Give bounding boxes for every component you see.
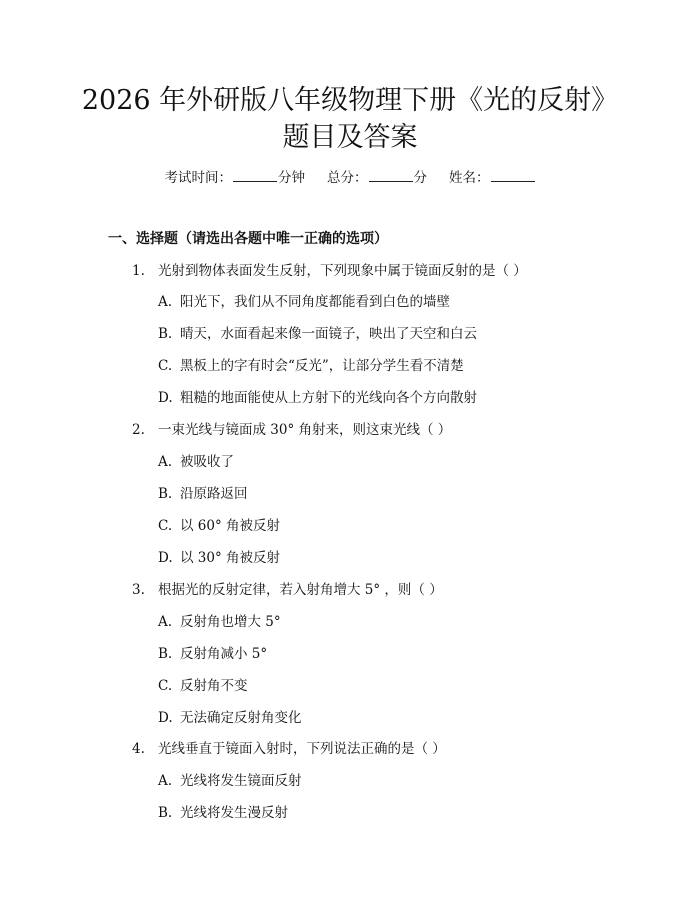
- option-letter: B.: [158, 646, 173, 662]
- option-letter: D.: [158, 390, 173, 406]
- student-name-field: [449, 168, 536, 188]
- question-3-option-b: [158, 644, 267, 664]
- total-score-field: [327, 168, 427, 188]
- option-letter: C.: [158, 358, 173, 374]
- option-letter: B.: [158, 805, 173, 821]
- option-text: 粗糙的地面能使从上方射下的光线向各个方向散射: [180, 390, 477, 406]
- question-3-option-a: [158, 612, 281, 632]
- question-1-option-d: [158, 388, 477, 408]
- option-text: 光线将发生漫反射: [180, 805, 288, 821]
- total-score-unit: 分: [413, 170, 427, 186]
- option-text: 被吸收了: [180, 454, 234, 470]
- question-2: [132, 420, 451, 440]
- exam-time-label: 考试时间：: [164, 170, 232, 186]
- question-number: 3.: [132, 582, 145, 598]
- question-1-option-a: [158, 292, 450, 312]
- option-letter: A.: [158, 614, 173, 630]
- question-text: 根据光的反射定律，若入射角增大 5° ，则（ ）: [158, 582, 443, 598]
- option-letter: A.: [158, 454, 173, 470]
- option-text: 反射角不变: [180, 678, 248, 694]
- question-2-option-b: [158, 484, 248, 504]
- option-text: 反射角也增大 5°: [180, 614, 281, 630]
- option-letter: B.: [158, 326, 173, 342]
- total-score-label: 总分：: [327, 170, 368, 186]
- exam-time-field: [165, 168, 306, 188]
- option-letter: C.: [158, 518, 173, 534]
- option-text: 光线将发生镜面反射: [180, 773, 302, 789]
- question-4-option-b: [158, 803, 288, 823]
- option-letter: A.: [158, 294, 173, 310]
- question-4: [132, 739, 446, 759]
- option-text: 以 60° 角被反射: [180, 518, 281, 534]
- page-title: 2026 年外研版八年级物理下册《光的反射》: [81, 85, 619, 116]
- exam-info-row: [0, 168, 700, 188]
- option-letter: D.: [158, 550, 173, 566]
- student-name-label: 姓名：: [449, 170, 490, 186]
- option-text: 阳光下，我们从不同角度都能看到白色的墙壁: [180, 294, 450, 310]
- option-text: 黑板上的字有时会“反光”，让部分学生看不清楚: [180, 358, 464, 374]
- option-text: 无法确定反射角变化: [180, 710, 302, 726]
- option-text: 反射角减小 5°: [180, 646, 268, 662]
- question-4-option-a: [158, 771, 302, 791]
- question-2-option-d: [158, 548, 280, 568]
- question-number: 4.: [132, 741, 145, 757]
- section-heading: 一、选择题（请选出各题中唯一正确的选项）: [108, 231, 388, 247]
- question-text: 光线垂直于镜面入射时，下列说法正确的是（ ）: [158, 741, 446, 757]
- option-text: 晴天，水面看起来像一面镜子，映出了天空和白云: [180, 326, 477, 342]
- question-3-option-c: [158, 676, 248, 696]
- question-1-option-b: [158, 324, 477, 344]
- option-letter: A.: [158, 773, 173, 789]
- option-text: 沿原路返回: [180, 486, 248, 502]
- question-2-option-a: [158, 452, 234, 472]
- question-number: 1.: [132, 263, 145, 279]
- student-name-blank: [491, 169, 535, 182]
- option-letter: B.: [158, 486, 173, 502]
- question-number: 2.: [132, 422, 145, 438]
- exam-time-blank: [233, 169, 277, 182]
- question-text: 光射到物体表面发生反射，下列现象中属于镜面反射的是（ ）: [158, 263, 527, 279]
- question-3: [132, 580, 443, 600]
- question-3-option-d: [158, 708, 302, 728]
- question-text: 一束光线与镜面成 30° 角射来，则这束光线（ ）: [158, 422, 452, 438]
- question-1: [132, 261, 527, 281]
- question-1-option-c: [158, 356, 464, 376]
- option-letter: D.: [158, 710, 173, 726]
- option-text: 以 30° 角被反射: [180, 550, 281, 566]
- question-2-option-c: [158, 516, 280, 536]
- option-letter: C.: [158, 678, 173, 694]
- total-score-blank: [369, 169, 413, 182]
- exam-time-unit: 分钟: [278, 170, 305, 186]
- page-subtitle: 题目及答案: [282, 122, 418, 153]
